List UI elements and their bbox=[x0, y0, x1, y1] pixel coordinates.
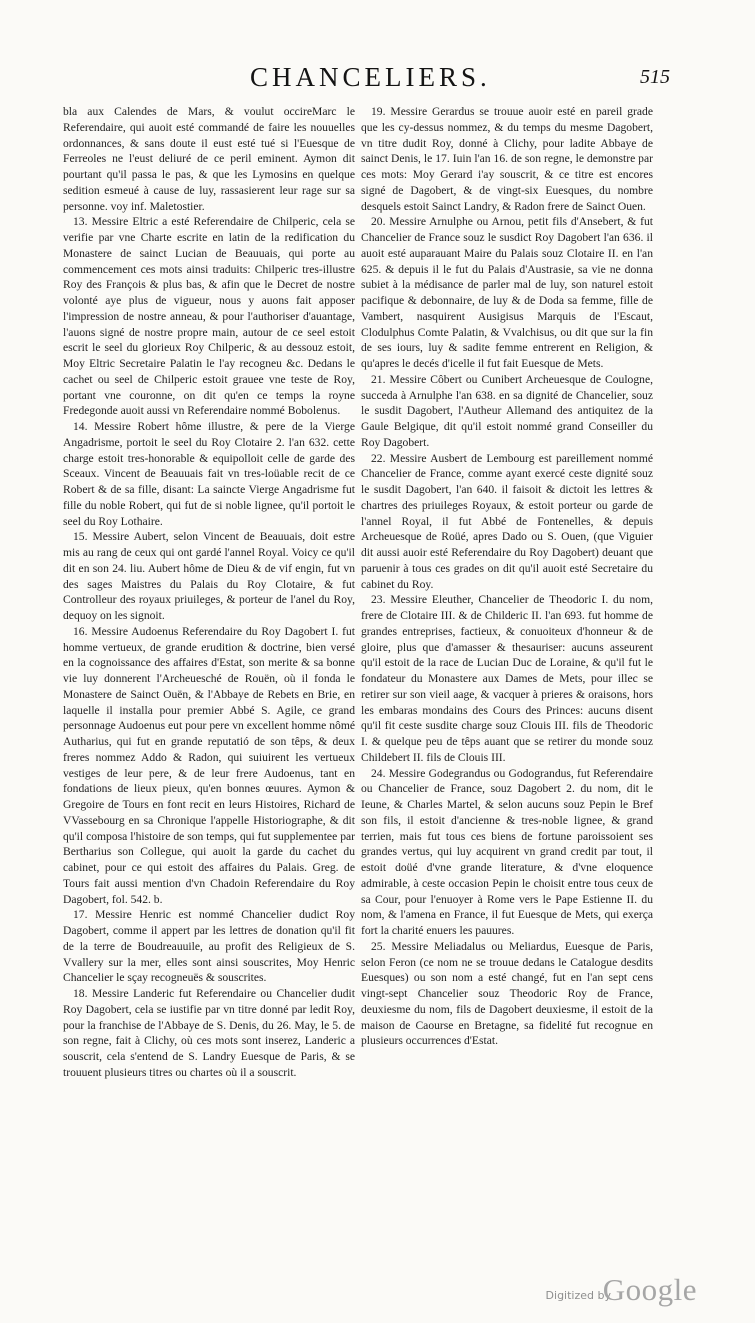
paragraph-21: 21. Messire Côbert ou Cunibert Archeuesque de Coulogne, succeda à Arnulphe l'an 638. en sa dignité de Chancelier, souz le susdit Dagobert, l'Autheur Allemand des antiquitez de la Gaule Belgique, dit qu'il estoit nommé grand Conseiller du Roy Dagobert. bbox=[361, 372, 653, 449]
paragraph-12-continued: bla aux Calendes de Mars, & voulut occireMarc le Referendaire, qui auoit esté commandé de faire les nouuelles ordonnances, & sans doute il eust esté tué si l'Euesque de Ferreoles ne l'eust deliuré de ce peril eminent. Aymon dit pourtant qu'il passa le pas, & que les Lymosins en quelque sedition esmeué à cause de luy, rassasierent leur rage sur sa personne. voy inf. Maletostier. bbox=[63, 105, 355, 213]
right-column bbox=[361, 104, 653, 1049]
paragraph-17: 17. Messire Henric est nommé Chancelier dudict Roy Dagobert, comme il appert par les lettres de donation qu'il fit de la terre de Boudreauuile, au profit des Religieux de S. Vvallery sur la mer, elles sont ainsi souscrites, Moy Henric Chancelier le sçay recogneuës & souscrites. bbox=[63, 908, 355, 985]
google-logo: Google bbox=[602, 1272, 697, 1307]
running-title: CHANCELIERS. bbox=[250, 62, 491, 92]
digitized-by-label: Digitized by bbox=[545, 1289, 611, 1302]
paragraph-15: 15. Messire Aubert, selon Vincent de Beauuais, doit estre mis au rang de ceux qui ont gardé l'annel Royal. Voicy ce qu'il dit en son 24. liu. Aubert hôme de Dieu & de vif engin, fut vn des sages Maistres du Palais du Roy Clotaire, & fut Controlleur des royaux priuileges, & porteur de l'anel du Roy, dequoy on les signoit. bbox=[63, 530, 355, 622]
paragraph-20: 20. Messire Arnulphe ou Arnou, petit fils d'Ansebert, & fut Chancelier de France souz le susdict Roy Dagobert l'an 636. il auoit esté auparauant Maire du Palais souz Clotaire II. en l'an 625. & depuis il le fut du Palais d'Austrasie, sa vie ne donna subiet à la médisance de parler mal de luy, son naturel estoit pacifique & debonnaire, de luy & de Doda sa femme, fille de Vambert, nasquirent Ausigisus Marquis de l'Escaut, Clodulphus Comte Palatin, & Vvalchisus, ou dit que sur la fin de ses iours, luy & sadite femme entrerent en Religion, & qu'apres le decés d'icelle il fut fait Euesque de Mets. bbox=[361, 215, 653, 370]
page-header bbox=[250, 58, 670, 98]
paragraph-25: 25. Messire Meliadalus ou Meliardus, Euesque de Paris, selon Feron (ce nom ne se trouue dedans le Catalogue desdits Euesques) ou son nom a esté changé, fut en l'an sept cens vingt-sept Chancelier souz Theodoric Roy de France, deuxiesme du nom, fils de Dagobert deuxiesme, il estoit de la maison de Caourse en Bretagne, sa fidelité fut recognue en plusieurs occurrences d'Estat. bbox=[361, 939, 653, 1048]
paragraph-13: 13. Messire Eltric a esté Referendaire de Chilperic, cela se verifie par vne Charte escrite en latin de la redification du Monastere de sainct Lucian de Beauuais, qui porte au commencement ces mots ainsi traduits: Chilperic tres-illustre Roy des François & plus bas, & afin que le Decret de nostre volonté aye plus de vigueur, nous y auons fait apposer l'impression de nostre anneau, & pour l'authoriser d'auantage, l'auons signé de nostre propre main, autour de ce seel estoit escrit le seel du glorieux Roy Chilperic, & au dessouz estoit, Moy Eltric Secretaire Palatin le l'ay recogneu &c. Dedans le cachet ou seel de Chilperic estoit grauee vne teste de Roy, portant vne couronne, on dit qu'en ce temps la royne Fredegonde auoit aussi vn Referendaire nommé Bobolenus. bbox=[63, 215, 355, 418]
digitized-watermark bbox=[477, 1272, 697, 1306]
paragraph-19: 19. Messire Gerardus se trouue auoir esté en pareil grade que les cy-dessus nommez, & du temps du mesme Dagobert, vn titre dudit Roy, donné à Clichy, pour ladite Abbaye de sainct Denis, le 17. Iuin l'an 16. de son regne, le demonstre par ces mots: Moy Gerard i'ay souscrit, & ce titre est encores signé de Dagobert, & de vingt-six Euesques, du nombre desquels estoit Sainct Landry, & Radon frere de Sainct Ouen. bbox=[361, 105, 653, 213]
paragraph-24: 24. Messire Godegrandus ou Godograndus, fut Referendaire ou Chancelier de France, souz Dagobert 2. du nom, dit le Ieune, & Charles Martel, & selon aucuns souz Pepin le Bref son fils, il estoit d'ancienne & tres-noble lignee, & grand terrien, mais fut tous ces biens de fortune paroissoient ses grandes vertus, qui luy acquirent vn grand credit par tout, il estoit doüé d'vne grande literature, & d'vne eloquence admirable, à ceste occasion Pepin le choisit entre tous ceux de sa Cour, pour l'enuoyer à Rome vers le Pape Estienne II. du nom, & l'amena en France, il fut Euesque de Mets, qui exerça fort la charité enuers les pauures. bbox=[361, 766, 653, 937]
paragraph-14: 14. Messire Robert hôme illustre, & pere de la Vierge Angadrisme, portoit le seel du Roy Clotaire 2. l'an 632. cette charge estoit tres-honorable & equipolloit celle de garde des Sceaux. Vincent de Beauuais fait vn tres-loüable recit de ce Robert & de sa fille, disant: La saincte Vierge Angadrisme fut fille du noble Robert, qui fut de si noble lignee, qu'il portoit le seel du Roy Lothaire. bbox=[63, 420, 355, 528]
left-column bbox=[63, 104, 355, 1081]
paragraph-16: 16. Messire Audoenus Referendaire du Roy Dagobert I. fut homme vertueux, de grande erudition & doctrine, bien versé en la cognoissance des affaires d'Estat, son merite & sa bonne vie luy donnerent l'Archeuesché de Rouën, où il fonda le Monastere de Sainct Ouën, & l'Abbaye de Rebets en Brie, en laquelle il installa pour premier Abbé S. Agile, ce grand personnage Audoenus eut pour pere vn excellent homme nômé Autharius, qui fut en grande reputatió de son têps, & deux freres nommez Addo & Radon, qui suiuirent les vertueux vestiges de leur pere, & de leur frere Audoenus, tant en fondations de lieux pieux, qu'en bonnes œuures. Aymon & Gregoire de Tours en font recit en leurs Histoires, Richard de VVassebourg en sa Chronique l'appelle Historiographe, & dit qu'il composa l'histoire de son temps, qui fut supplementee par Bertharius son Collegue, qui auoit la garde du cachet du cabinet, pour ce qui estoit des affaires du Palais. Greg. de Tours fait aussi mention d'vn Chadoin Referendaire du Roy Dagobert, fol. 542. b. bbox=[63, 624, 355, 906]
paragraph-18: 18. Messire Landeric fut Referendaire ou Chancelier dudit Roy Dagobert, cela se iustifie par vn titre donné par ledit Roy, pour la franchise de l'Abbaye de S. Denis, du 26. May, le 5. de son regne, fait à Clichy, où ces mots sont inserez, Landeric a souscrit, cela s'entend de S. Landry Euesque de Paris, & se trouuent plusieurs titres ou chartes où il a souscrit. bbox=[63, 987, 355, 1079]
page-number: 515 bbox=[640, 66, 670, 88]
paragraph-22: 22. Messire Ausbert de Lembourg est pareillement nommé Chancelier de France, comme ayant exercé ceste dignité souz le susdit Dagobert, l'an 640. il faisoit & dictoit les lettres & chartres des priuileges Royaux, & estoit porteur ou garde de l'annel Royal, il fut Abbé de Fontenelles, & depuis Archeuesque de Roüé, apres Dado ou S. Ouen, (que Viguier dit aussi auoir esté Referendaire du Roy Dagobert) deuant que paruenir à tous ces grades on dit qu'il auoit esté Secretaire du cabinet du Roy. bbox=[361, 451, 653, 591]
paragraph-23: 23. Messire Eleuther, Chancelier de Theodoric I. du nom, frere de Clotaire III. & de Childeric II. l'an 693. fut homme de grandes entreprises, factieux, & conuoiteux d'honneur & de gloire, plus que d'amasser & thesauriser: aucuns asseurent qu'il estoit de la race de Lucian Duc de Loraine, & qu'il fut le fondateur du Monastere aux Dames de Mets, pour illec se retirer sur son vieil aage, & vacquer à prieres & oraisons, hors les embaras mondains des Cours des Princes: aucuns disent qu'il fit ceste susdite charge souz Clouis III. fils de Theodoric I. & quelque peu de têps auant que se retirer du monde souz Childebert II. fils de Clouis III. bbox=[361, 593, 653, 764]
